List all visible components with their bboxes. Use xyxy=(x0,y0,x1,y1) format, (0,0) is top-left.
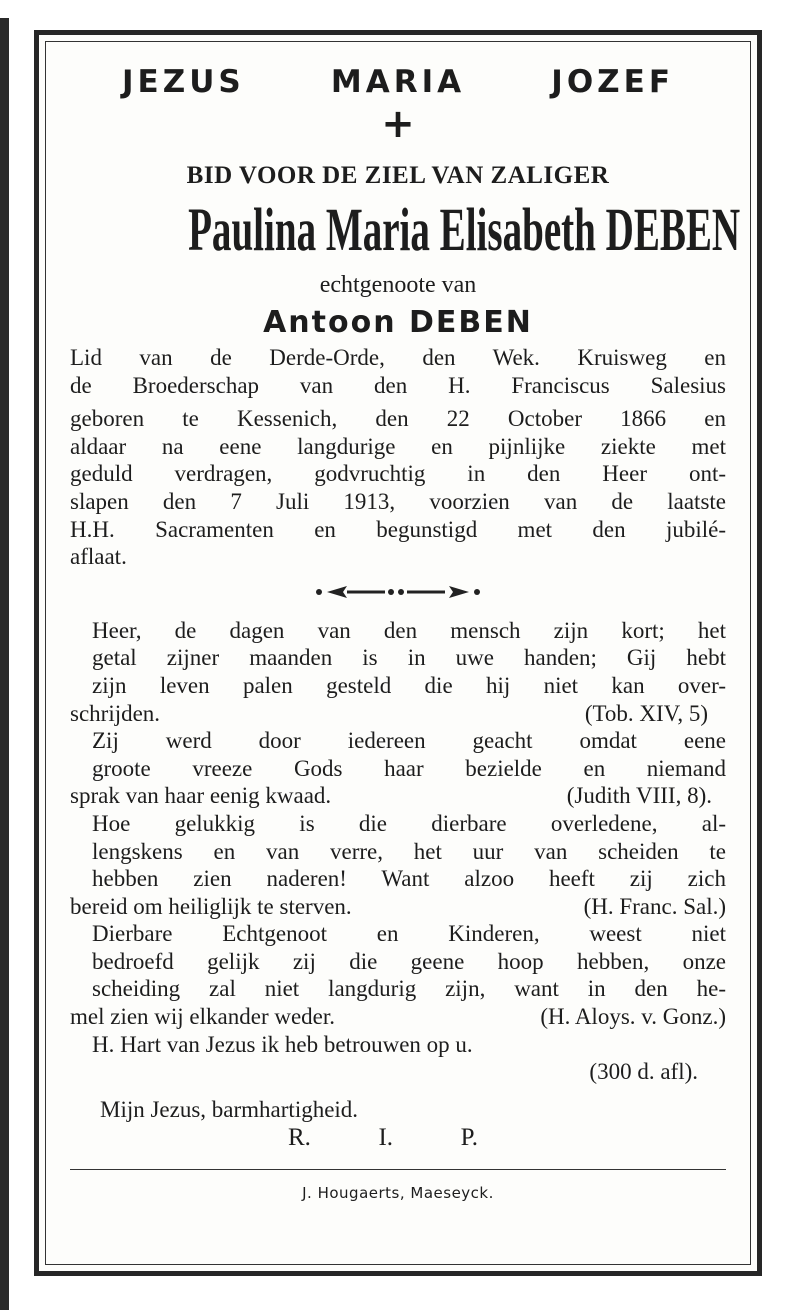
quote-line: Zij werd door iedereen geacht omdat eene xyxy=(92,728,726,754)
sacred-heart-prayer: H. Hart van Jezus ik heb betrouwen op u. xyxy=(92,1031,473,1057)
intro-line: BID VOOR DE ZIEL VAN ZALIGER xyxy=(186,162,610,189)
memorial-card xyxy=(34,30,762,1276)
quote-line: bedroefd gelijk zij die geene hoop hebben, onze xyxy=(92,948,726,974)
header-line xyxy=(70,64,726,100)
cross-icon: + xyxy=(381,101,415,147)
quote-aloysius xyxy=(70,920,726,1003)
quote-line: bereid om heiliglijk te sterven. xyxy=(70,893,352,919)
quote-judith xyxy=(70,727,726,782)
printer-credit: J. Hougaerts, Maeseyck. xyxy=(302,1184,494,1203)
rip-letter: R. xyxy=(288,1124,311,1152)
rip-letter: P. xyxy=(460,1124,478,1152)
quote-reference: (H. Franc. Sal.) xyxy=(583,893,726,919)
spouse-name: Antoon DEBEN xyxy=(263,305,533,340)
bio-line: aflaat. xyxy=(70,544,127,570)
ornament-divider-icon xyxy=(70,581,726,603)
deceased-name: Paulina Maria Elisabeth DEBEN xyxy=(188,197,741,264)
quote-line: groote vreeze Gods haar bezielde en niemand xyxy=(92,755,726,781)
membership-paragraph xyxy=(70,344,726,399)
bio-line: geduld verdragen, godvruchtig in den Heer ont- xyxy=(70,461,726,487)
quote-tobias-end xyxy=(70,700,726,728)
quote-line: zijn leven palen gesteld die hij niet kan over- xyxy=(92,672,726,698)
quote-aloysius-end xyxy=(70,1003,726,1031)
quote-line: getal zijner maanden is in uwe handen; Gij hebt xyxy=(92,645,726,671)
quote-tobias xyxy=(70,617,726,700)
card-heading xyxy=(70,64,741,340)
quote-line: lengskens en van verre, het uur van scheiden te xyxy=(92,838,726,864)
card-content xyxy=(70,42,741,1203)
rip-letter: I. xyxy=(378,1124,394,1152)
header-word-maria: MARIA xyxy=(330,64,466,100)
membership-line: de Broederschap van den H. Franciscus Salesius xyxy=(70,372,726,398)
bio-line: aldaar na eene langdurige en pijnlijke ziekte met xyxy=(70,433,726,459)
header-word-jozef: JOZEF xyxy=(551,64,674,100)
footer-divider xyxy=(70,1169,726,1170)
rip-line xyxy=(288,1123,478,1153)
quote-francis-end xyxy=(70,893,726,921)
quote-line: Heer, de dagen van den mensch zijn kort; het xyxy=(92,617,726,643)
bio-line: geboren te Kessenich, den 22 October 1866 en xyxy=(70,406,726,432)
spouse-label: echtgenoote van xyxy=(319,272,477,298)
quote-line: schrijden. xyxy=(70,700,161,726)
quote-francis xyxy=(70,810,726,893)
indulgence-note: (300 d. afl). xyxy=(589,1059,698,1085)
header-word-jezus: JEZUS xyxy=(122,64,245,100)
membership-line: Lid van de Derde-Orde, den Wek. Kruisweg en xyxy=(70,345,726,370)
bio-line: slapen den 7 Juli 1913, voorzien van de laatste xyxy=(70,488,726,514)
bio-line: H.H. Sacramenten en begunstigd met den jubilé- xyxy=(70,516,726,542)
quote-reference: (H. Aloys. v. Gonz.) xyxy=(540,1004,726,1030)
quote-line: sprak van haar eenig kwaad. xyxy=(70,783,332,809)
quote-line: Hoe gelukkig is die dierbare overledene, al- xyxy=(92,810,726,836)
card-inner-frame xyxy=(45,41,751,1265)
quote-reference: (Tob. XIV, 5) xyxy=(584,700,708,726)
quote-judith-end xyxy=(70,782,726,810)
quote-reference: (Judith VIII, 8). xyxy=(566,783,712,809)
quote-line: mel zien wij elkander weder. xyxy=(70,1004,336,1030)
quote-line: scheiding zal niet langdurig zijn, want in den he- xyxy=(92,976,726,1002)
bio-paragraph xyxy=(70,405,726,571)
closing-prayer: Mijn Jezus, barmhartigheid. xyxy=(100,1096,359,1122)
left-edge-rule xyxy=(0,18,9,1310)
quote-line: Dierbare Echtgenoot en Kinderen, weest niet xyxy=(92,921,726,947)
quote-line: hebben zien naderen! Want alzoo heeft zij zich xyxy=(92,866,726,892)
